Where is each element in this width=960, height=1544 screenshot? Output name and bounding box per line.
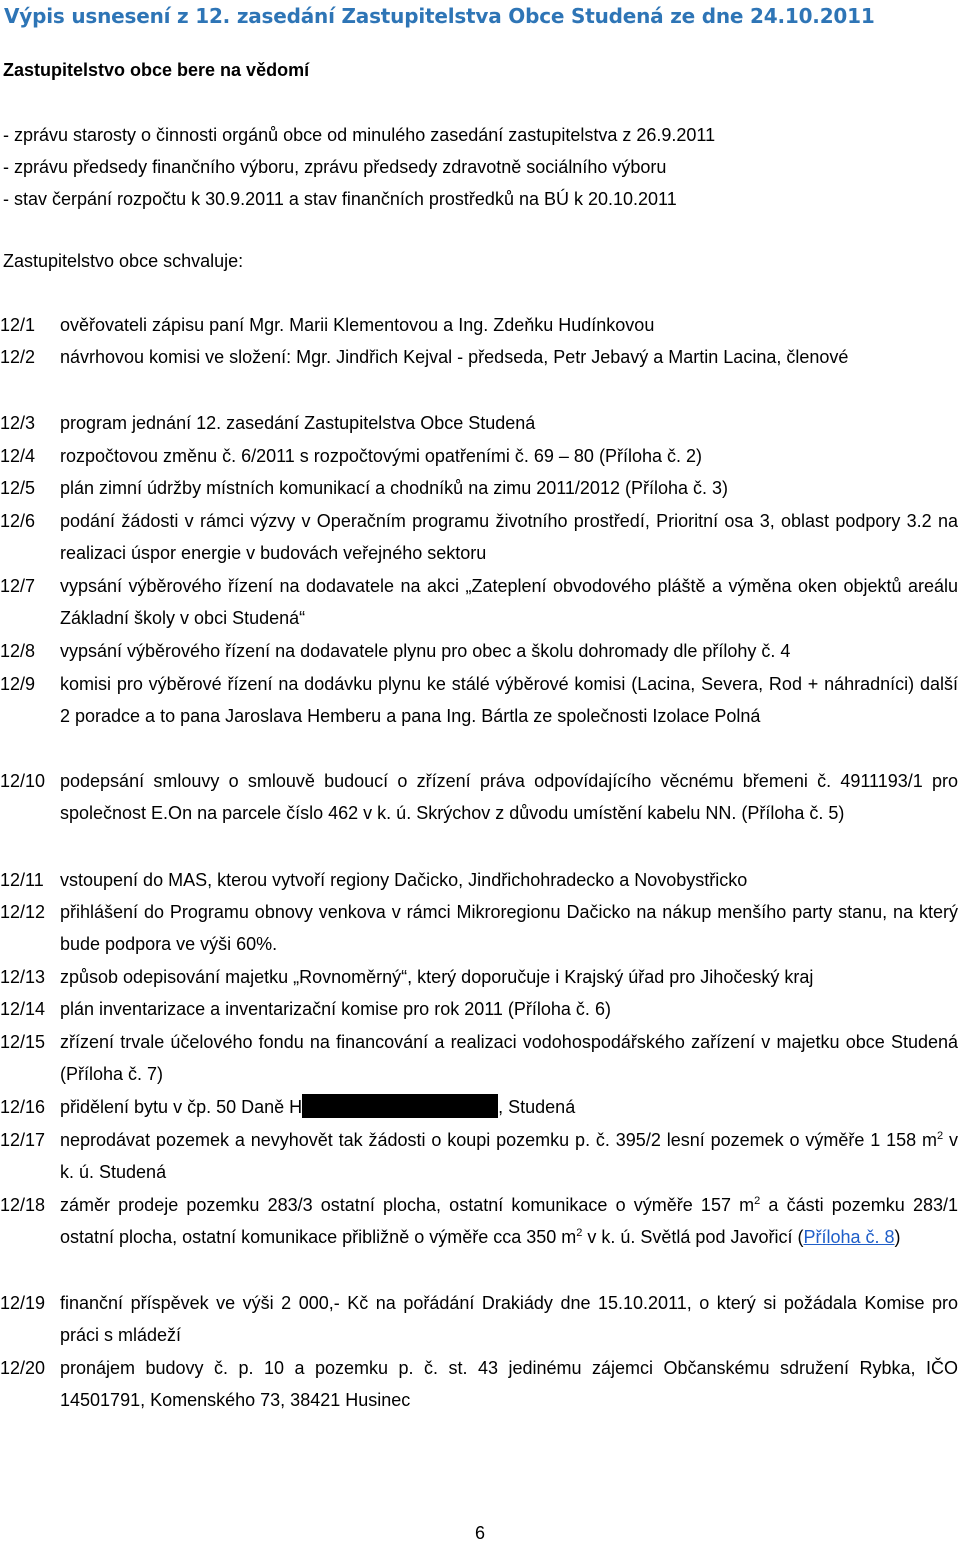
resolution-item [0, 440, 958, 472]
resolution-item [0, 993, 958, 1025]
resolution-text: komisi pro výběrové řízení na dodávku plynu ke stálé výběrové komisi (Lacina, Severa, Rod + náhradníci) další 2 poradce a to pana Jaroslava Hemberu a pana Ing. Bártla ze společnosti Izolace Polná [60, 674, 958, 726]
resolution-number: 12/5 [0, 478, 36, 498]
resolution-number: 12/13 [0, 967, 46, 987]
resolution-text-end: ) [894, 1227, 901, 1247]
resolution-text: vstoupení do MAS, kterou vytvoří regiony Dačicko, Jindřichohradecko a Novobystřicko [60, 870, 748, 890]
resolution-text-start: neprodávat pozemek a nevyhovět tak žádosti o koupi pozemku p. č. 395/2 lesní pozemek o výměře 1 158 m [60, 1130, 937, 1150]
resolution-item [0, 1189, 958, 1253]
notice-bullet: - zprávu starosty o činnosti orgánů obce od minulého zasedání zastupitelstva z 26.9.2011 [3, 125, 716, 145]
notice-heading: Zastupitelstvo obce bere na vědomí [3, 60, 310, 80]
resolution-item [0, 407, 958, 439]
resolution-number: 12/8 [0, 641, 36, 661]
resolution-number: 12/15 [0, 1032, 46, 1052]
resolution-text [60, 1091, 958, 1123]
resolution-number: 12/10 [0, 771, 46, 791]
resolution-number: 12/9 [0, 674, 36, 694]
resolution-number: 12/14 [0, 999, 46, 1019]
superscript: 2 [937, 1130, 944, 1142]
approves-heading: Zastupitelstvo obce schvaluje: [3, 251, 244, 271]
resolution-text: vypsání výběrového řízení na dodavatele plynu pro obec a školu dohromady dle přílohy č. 4 [60, 641, 791, 661]
resolution-text: rozpočtovou změnu č. 6/2011 s rozpočtovými opatřeními č. 69 – 80 (Příloha č. 2) [60, 446, 702, 466]
resolution-text: vypsání výběrového řízení na dodavatele na akci „Zateplení obvodového pláště a výměna oken objektů areálu Základní školy v obci Studená“ [60, 576, 958, 628]
resolution-text-start: přidělení bytu v čp. 50 Daně H [60, 1097, 303, 1117]
resolution-text-end: , Studená [498, 1097, 576, 1117]
resolution-item [0, 1026, 958, 1090]
resolution-text [60, 1189, 958, 1253]
resolution-number: 12/6 [0, 511, 36, 531]
resolution-number: 12/18 [0, 1195, 46, 1215]
resolution-text: program jednání 12. zasedání Zastupitelstva Obce Studená [60, 413, 536, 433]
resolution-text-middle: v k. ú. Světlá pod Javořicí ( [582, 1227, 804, 1247]
resolution-item [0, 668, 958, 732]
resolution-text: zřízení trvale účelového fondu na financování a realizaci vodohospodářského zařízení v majetku obce Studená (Příloha č. 7) [60, 1032, 958, 1084]
resolution-text: ověřovateli zápisu paní Mgr. Marii Klementovou a Ing. Zdeňku Hudínkovou [60, 315, 655, 335]
page-number: 6 [474, 1523, 485, 1543]
redaction-bar [302, 1094, 498, 1118]
resolution-text: návrhovou komisi ve složení: Mgr. Jindřich Kejval - předseda, Petr Jebavý a Martin Lacina, členové [60, 347, 849, 367]
resolution-number: 12/19 [0, 1293, 46, 1313]
resolution-text: pronájem budovy č. p. 10 a pozemku p. č. st. 43 jedinému zájemci Občanskému sdružení Rybka, IČO 14501791, Komenského 73, 38421 Husinec [60, 1358, 958, 1410]
resolution-number: 12/20 [0, 1358, 46, 1378]
resolution-item [0, 1124, 958, 1188]
resolution-number: 12/16 [0, 1097, 46, 1117]
resolution-number: 12/17 [0, 1130, 46, 1150]
resolution-item [0, 1352, 958, 1416]
resolution-item [0, 570, 958, 634]
resolution-item [0, 505, 958, 569]
resolution-number: 12/7 [0, 576, 36, 596]
resolution-item [0, 864, 958, 896]
resolution-text: plán inventarizace a inventarizační komise pro rok 2011 (Příloha č. 6) [60, 999, 611, 1019]
resolution-text [60, 1124, 958, 1188]
resolution-text-middle: a části pozemku 283/1 ostatní plocha, ostatní komunikace přibližně o výměře cca 350 m [60, 1195, 958, 1247]
resolution-item [0, 635, 958, 667]
attachment-link[interactable]: Příloha č. 8 [803, 1227, 895, 1247]
resolution-number: 12/2 [0, 347, 36, 367]
resolution-text: způsob odepisování majetku „Rovnoměrný“, který doporučuje i Krajský úřad pro Jihočeský kraj [60, 967, 814, 987]
resolution-text-start: záměr prodeje pozemku 283/3 ostatní plocha, ostatní komunikace o výměře 157 m [60, 1195, 755, 1215]
resolution-text-end: v k. ú. Studená [60, 1130, 958, 1182]
resolution-item [0, 1287, 958, 1351]
resolution-item [0, 961, 958, 993]
resolution-item [0, 341, 958, 373]
superscript: 2 [754, 1195, 761, 1207]
resolution-number: 12/4 [0, 446, 36, 466]
resolution-item [0, 472, 958, 504]
resolution-item [0, 765, 958, 829]
superscript: 2 [576, 1227, 583, 1239]
document-title: Výpis usnesení z 12. zasedání Zastupitelstva Obce Studená ze dne 24.10.2011 [4, 4, 875, 28]
resolution-number: 12/12 [0, 902, 46, 922]
resolution-text: podepsání smlouvy o smlouvě budoucí o zřízení práva odpovídajícího věcnému břemeni č. 4911193/1 pro společnost E.On na parcele číslo 462 v k. ú. Skrýchov z důvodu umístění kabelu NN. (Příloha č. 5) [60, 771, 958, 823]
notice-bullet: - stav čerpání rozpočtu k 30.9.2011 a stav finančních prostředků na BÚ k 20.10.2011 [3, 189, 677, 209]
notice-bullet: - zprávu předsedy finančního výboru, zprávu předsedy zdravotně sociálního výboru [3, 157, 667, 177]
resolution-text: podání žádosti v rámci výzvy v Operačním programu životního prostředí, Prioritní osa 3, oblast podpory 3.2 na realizaci úspor energie v budovách veřejného sektoru [60, 511, 958, 563]
resolution-item [0, 309, 958, 341]
resolution-text: finanční příspěvek ve výši 2 000,- Kč na pořádání Drakiády dne 15.10.2011, o který si požádala Komise pro práci s mládeží [60, 1293, 958, 1345]
resolution-number: 12/1 [0, 315, 36, 335]
resolution-text: přihlášení do Programu obnovy venkova v rámci Mikroregionu Dačicko na nákup menšího party stanu, na který bude podpora ve výši 60%. [60, 902, 958, 954]
resolution-item [0, 1091, 958, 1123]
resolution-number: 12/11 [0, 870, 44, 890]
resolution-item [0, 896, 958, 960]
resolution-text: plán zimní údržby místních komunikací a chodníků na zimu 2011/2012 (Příloha č. 3) [60, 478, 729, 498]
resolution-number: 12/3 [0, 413, 36, 433]
